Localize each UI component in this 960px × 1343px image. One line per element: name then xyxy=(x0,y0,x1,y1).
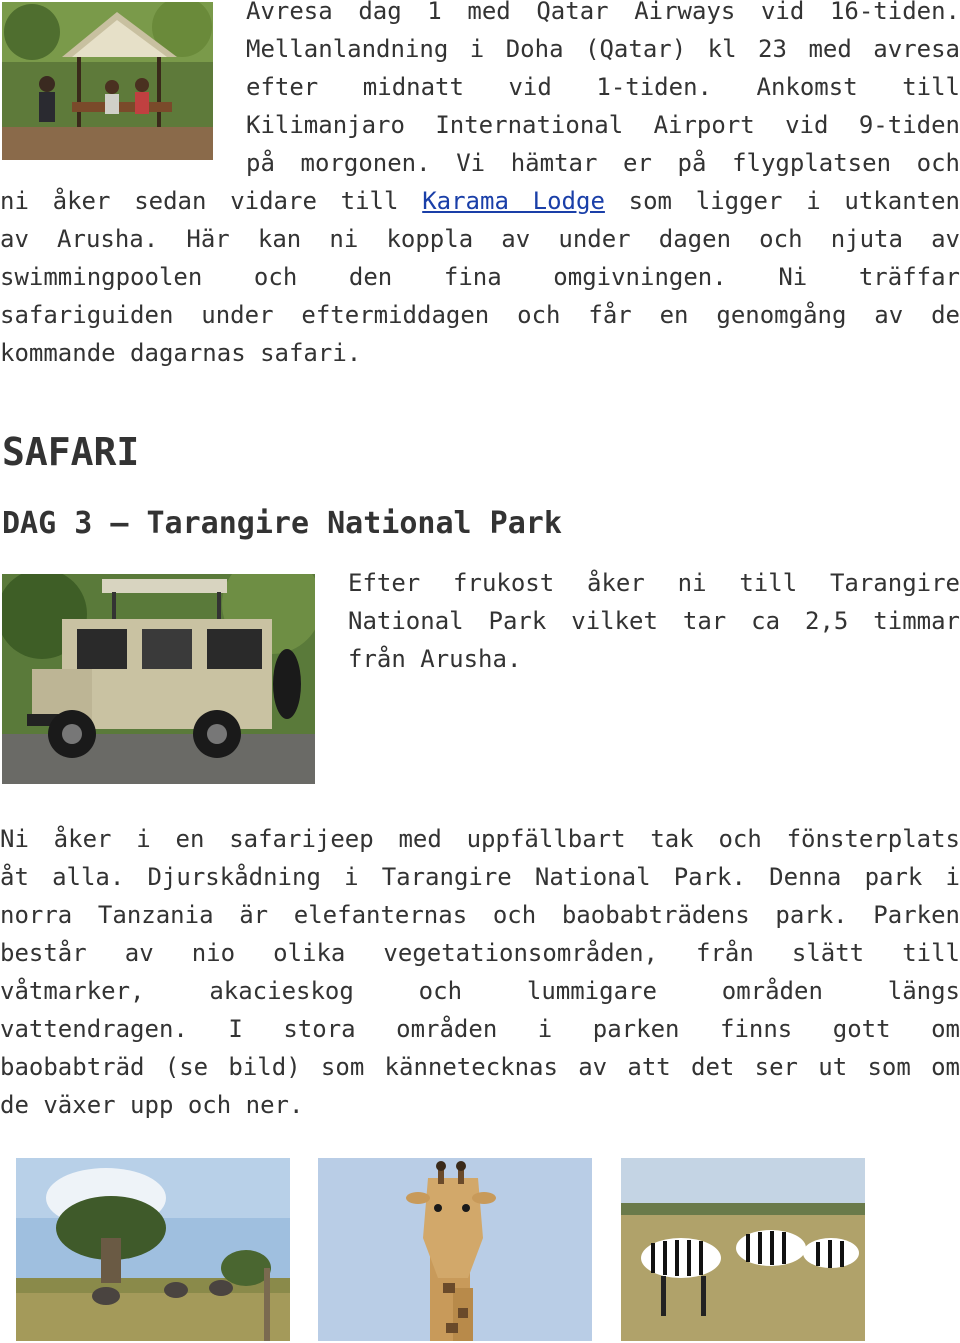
zebras-photo xyxy=(621,1158,865,1341)
intro-line-2: Mellanlandning i Doha (Qatar) kl 23 med avresa xyxy=(246,35,960,63)
body-line-4: består av nio olika vegetationsområden, från slätt till xyxy=(0,939,960,967)
jeep-photo xyxy=(2,574,315,784)
body-line-1: Ni åker i en safarijeep med uppfällbart tak och fönsterplats xyxy=(0,825,960,853)
intro-line-6 xyxy=(0,182,960,220)
karama-lodge-link[interactable]: Karama Lodge xyxy=(422,187,605,215)
intro-line-4: Kilimanjaro International Airport vid 9-tiden xyxy=(246,111,960,139)
body-line-8: de växer upp och ner. xyxy=(0,1091,304,1119)
intro-line-6-after: som ligger i utkanten xyxy=(604,187,960,215)
body-line-3: norra Tanzania är elefanternas och baobabträdens park. Parken xyxy=(0,901,960,929)
section-heading: SAFARI xyxy=(2,430,140,474)
baobab-photo xyxy=(16,1158,290,1341)
intro-line-9: safariguiden under eftermiddagen och får en genomgång av de xyxy=(0,301,960,329)
intro-line-3: efter midnatt vid 1-tiden. Ankomst till xyxy=(246,73,960,101)
day-heading: DAG 3 – Tarangire National Park xyxy=(2,506,562,541)
intro-line-6-before: ni åker sedan vidare till xyxy=(0,187,423,215)
day-intro-line-1: Efter frukost åker ni till Tarangire xyxy=(348,569,960,597)
giraffe-photo xyxy=(318,1158,592,1341)
intro-line-7: av Arusha. Här kan ni koppla av under dagen och njuta av xyxy=(0,225,960,253)
intro-line-5: på morgonen. Vi hämtar er på flygplatsen och xyxy=(246,149,960,177)
body-line-5: våtmarker, akacieskog och lummigare områden längs xyxy=(0,977,960,1005)
intro-line-1: Avresa dag 1 med Qatar Airways vid 16-tiden. xyxy=(246,0,960,25)
body-line-6: vattendragen. I stora områden i parken finns gott om xyxy=(0,1015,960,1043)
intro-line-10: kommande dagarnas safari. xyxy=(0,339,362,367)
intro-line-8: swimmingpoolen och den fina omgivningen. Ni träffar xyxy=(0,263,960,291)
day-intro-line-3: från Arusha. xyxy=(348,645,522,673)
body-line-7: baobabträd (se bild) som kännetecknas av att det ser ut som om xyxy=(0,1053,960,1081)
day-intro-line-2: National Park vilket tar ca 2,5 timmar xyxy=(348,607,960,635)
lodge-photo xyxy=(2,2,213,160)
body-line-2: åt alla. Djurskådning i Tarangire National Park. Denna park i xyxy=(0,863,960,891)
